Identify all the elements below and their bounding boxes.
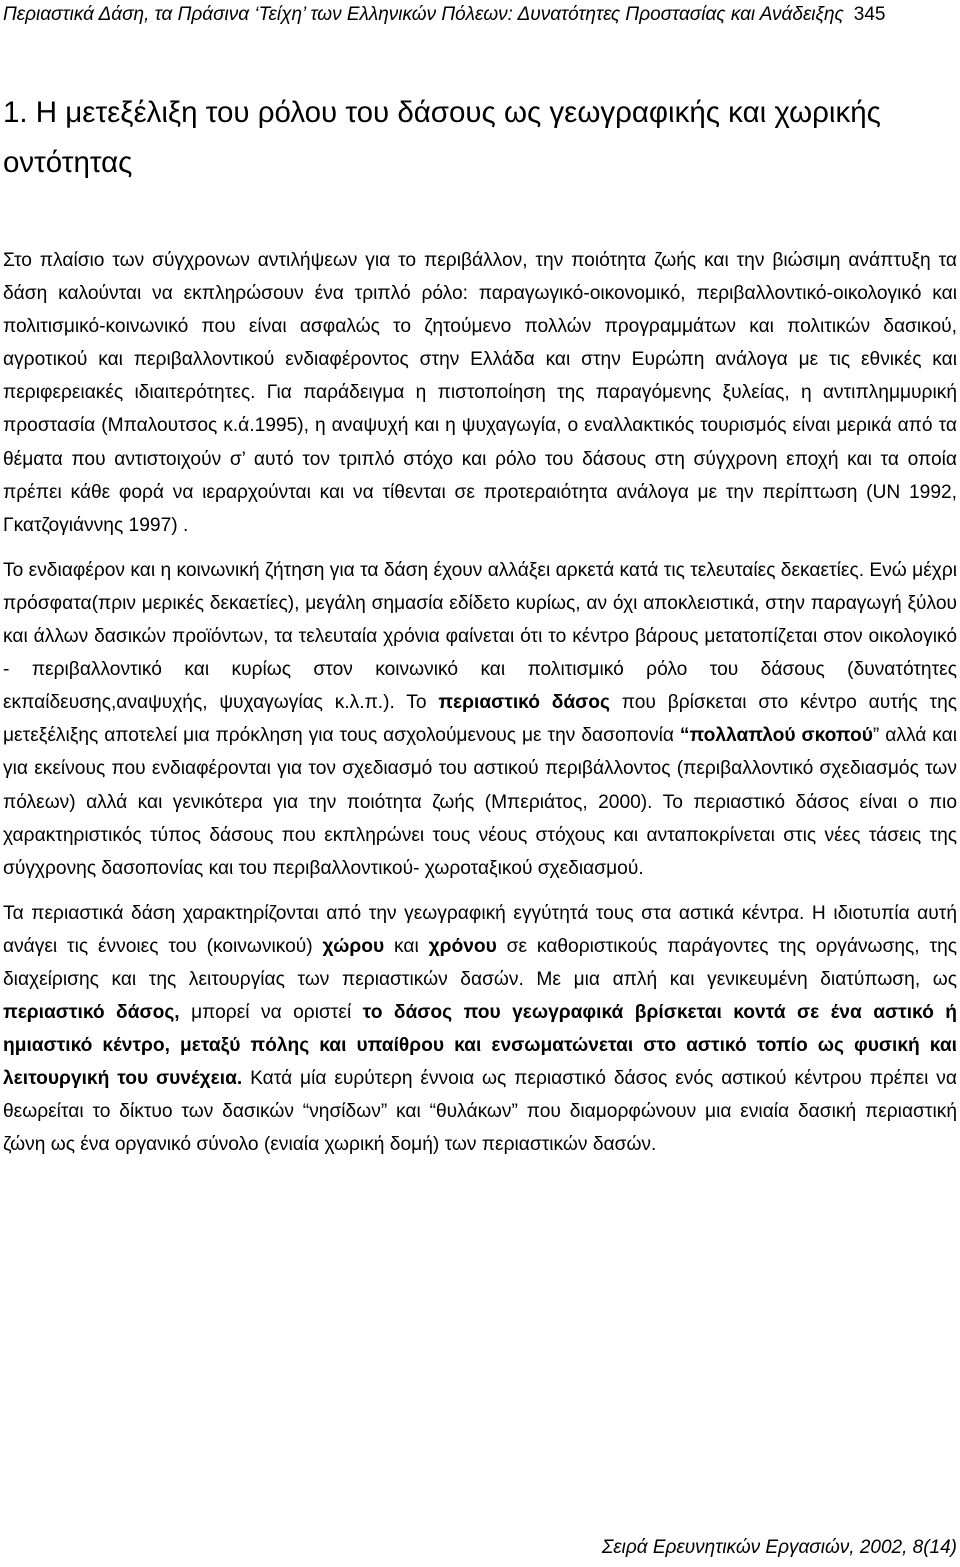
paragraph-3-text-2: και [384, 935, 429, 957]
section-title: 1. Η μετεξέλιξη του ρόλου του δάσους ως γεωγραφικής και χωρικής οντότητας [3, 96, 881, 179]
emphasis-multiple-purpose: “πολλαπλού σκοπού [679, 725, 873, 747]
emphasis-periurban-forest-term: περιαστικό δάσος, [3, 1002, 180, 1024]
running-footer: Σειρά Ερευνητικών Εργασιών, 2002, 8(14) [601, 1537, 957, 1558]
paragraph-3-text-1: Τα περιαστικά δάση χαρακτηρίζονται από την γεωγραφική εγγύτητά τους στα αστικά κέντρα. Η ιδιοτυπία αυτή ανάγει τις έννοιες του (κοινωνικού) [3, 902, 957, 957]
body-text [3, 244, 957, 1162]
paragraph-3-text-3: σε καθοριστικούς παράγοντες της οργάνωσης, της διαχείρισης και της λειτουργίας των περιαστικών δασών. Με μια απλή και γενικευμένη διατύπωση, ως [3, 935, 957, 990]
paragraph-2-text-2: που βρίσκεται στο κέντρο αυτής της μετεξέλιξης αποτελεί μια πρόκληση για τους ασχολούμενους με την δασοπονία [3, 692, 957, 747]
paragraph-2-text-3: ” αλλά και για εκείνους που ενδιαφέρονται για τον σχεδιασμό του αστικού περιβάλλοντος (περιβαλλοντικό σχεδιασμός των πόλεων) αλλά και γενικότερα για την ποιότητα ζωής (Μπεριάτος, 2000). Το περιαστικό δάσος είναι ο πιο χαρακτηριστικός τύπος δάσους που εκπληρώνει τους νέους στόχους και ανταποκρίνεται στις νέες τάσεις της σύγχρονης δασοπονίας και του περιβαλλοντικού- χωροταξικού σχεδιασμού. [3, 725, 957, 879]
emphasis-time: χρόνου [428, 935, 497, 957]
running-title: Περιαστικά Δάση, τα Πράσινα ‘Τείχη’ των Ελληνικών Πόλεων: Δυνατότητες Προστασίας και Ανάδειξης [3, 4, 844, 25]
emphasis-periurban-forest: περιαστικό δάσος [438, 692, 610, 714]
emphasis-space: χώρου [322, 935, 385, 957]
definition-periurban-forest: το δάσος που γεωγραφικά βρίσκεται κοντά σε ένα αστικό ή ημιαστικό κέντρο, μεταξύ πόλης και υπαίθρου και ενσωματώνεται στο αστικό τοπίο ως φυσική και λειτουργική του συνέχεια. [3, 1002, 958, 1090]
page-number: 345 [853, 4, 886, 25]
paragraph-2 [3, 554, 957, 885]
paragraph-3-text-5: Κατά μία ευρύτερη έννοια ως περιαστικό δάσος ενός αστικού κέντρου πρέπει να θεωρείται το δίκτυο των δασικών “νησίδων” και “θυλάκων” που διαμορφώνουν μια ενιαία δασική περιαστική ζώνη ως ένα οργανικό σύνολο (ενιαία χωρική δομή) των περιαστικών δασών. [3, 1068, 957, 1156]
paragraph-3 [3, 897, 957, 1162]
paragraph-2-text-1: Το ενδιαφέρον και η κοινωνική ζήτηση για τα δάση έχουν αλλάξει αρκετά κατά τις τελευταίες δεκαετίες. Ενώ μέχρι πρόσφατα(πριν μερικές δεκαετίες), μεγάλη σημασία εδίδετο κυρίως, αν όχι αποκλειστικά, στην παραγωγή ξύλου και άλλων δασικών προϊόντων, τα τελευταία χρόνια φαίνεται ότι το κέντρο βάρους μετατοπίζεται στον οικολογικό - περιβαλλοντικό και κυρίως στον κοινωνικό και πολιτισμικό ρόλο του δάσους (δυνατότητες εκπαίδευσης,αναψυχής, ψυχαγωγίας κ.λ.π.). Το [3, 559, 957, 714]
paragraph-3-text-4: μπορεί να οριστεί [179, 1002, 363, 1024]
running-header [3, 2, 957, 28]
paragraph-1: Στο πλαίσιο των σύγχρονων αντιλήψεων για το περιβάλλον, την ποιότητα ζωής και την βιώσιμη ανάπτυξη τα δάση καλούνται να εκπληρώσουν ένα τριπλό ρόλο: παραγωγικό-οικονομικό, περιβαλλοντικό-οικολογικό και πολιτισμικό-κοινωνικό που είναι ασφαλώς το ζητούμενο πολλών προγραμμάτων και πολιτικών δασικού, αγροτικού και περιβαλλοντικού ενδιαφέροντος στην Ελλάδα και στην Ευρώπη ανάλογα με τις εθνικές και περιφερειακές ιδιαιτερότητες. Για παράδειγμα η πιστοποίηση της παραγόμενης ξυλείας, η αντιπλημμυρική προστασία (Μπαλουτσος κ.ά.1995), η αναψυχή και η ψυχαγωγία, ο εναλλακτικός τουρισμός είναι μερικά από τα θέματα που αντιστοιχούν σ’ αυτό τον τριπλό στόχο και ρόλο του δάσους στη σύγχρονη εποχή και τα οποία πρέπει κάθε φορά να ιεραρχούνται και να τίθενται σε προτεραιότητα ανάλογα με την περίπτωση (UN 1992, Γκατζογιάννης 1997) . [3, 250, 957, 536]
